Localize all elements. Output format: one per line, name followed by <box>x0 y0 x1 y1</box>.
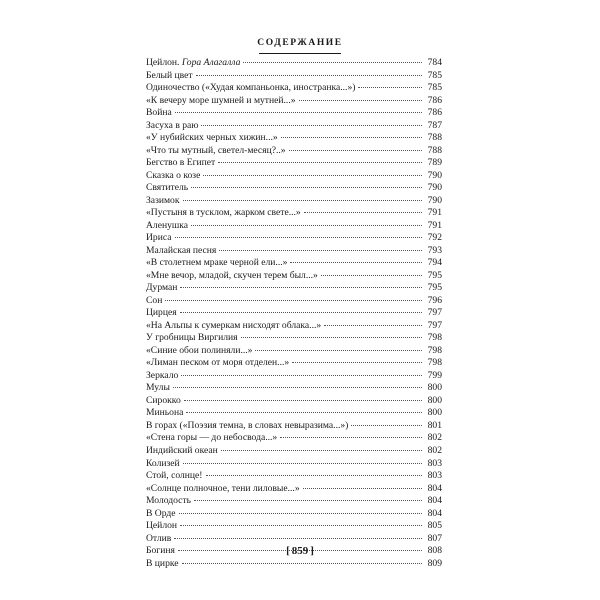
toc-entry-leader-dots <box>303 488 422 489</box>
toc-entry-title <box>146 145 286 158</box>
toc-entry-title-text: Отлив <box>146 532 172 544</box>
toc-entry-page: 801 <box>427 419 442 431</box>
toc-entry-leader-dots <box>304 212 422 213</box>
toc-entry-leader-dots <box>180 525 422 526</box>
toc-entry-page: 794 <box>427 257 442 269</box>
toc-entry-title <box>146 207 301 220</box>
toc-entry <box>146 370 442 383</box>
toc-entry <box>146 95 442 108</box>
toc-entry-title-text: Миньона <box>146 407 184 419</box>
toc-entry-title-text: «Мне вечор, младой, скучен терем был...» <box>146 269 318 281</box>
toc-entry <box>146 170 442 183</box>
toc-entry <box>146 307 442 320</box>
toc-entry <box>146 382 442 395</box>
title-rule <box>259 53 341 54</box>
toc-entry-title <box>146 370 178 383</box>
toc-entry-leader-dots <box>358 87 422 88</box>
toc-entry-leader-dots <box>182 563 422 564</box>
toc-entry-title-text: «В столетнем мраке черной ели...» <box>146 257 288 269</box>
toc-entry-page: 809 <box>427 557 442 569</box>
toc-entry-title <box>146 282 177 295</box>
toc-entry-page: 800 <box>427 407 442 419</box>
toc-entry-title <box>146 395 181 408</box>
toc-entry-leader-dots <box>183 200 422 201</box>
toc-entry <box>146 533 442 546</box>
toc-entry-title-text: «Синие обои полиняли...» <box>146 344 253 356</box>
toc-entry-page: 784 <box>427 57 442 68</box>
toc-entry <box>146 558 442 571</box>
page-number-value: 859 <box>291 545 309 557</box>
toc-entry-title <box>146 382 170 395</box>
toc-entry-leader-dots <box>181 375 422 376</box>
toc-entry <box>146 245 442 258</box>
toc-entry-leader-dots <box>219 250 422 251</box>
toc-entry-page: 790 <box>427 169 442 181</box>
toc-entry-page: 788 <box>427 132 442 144</box>
toc-entry-title-text: В горах («Поэзия темна, в словах невыразима...») <box>146 419 349 431</box>
toc-entry-title-text: Сирокко <box>146 394 181 406</box>
table-of-contents <box>146 57 442 570</box>
toc-entry-title-text: Мулы <box>146 382 170 394</box>
toc-entry-title-text: Ириса <box>146 232 172 244</box>
toc-entry-title <box>146 195 180 208</box>
toc-entry-page: 790 <box>427 194 442 206</box>
toc-entry-title <box>146 407 183 420</box>
toc-entry-leader-dots <box>281 137 422 138</box>
toc-entry-leader-dots <box>292 362 422 363</box>
toc-entry-leader-dots <box>218 162 422 163</box>
toc-entry-title-text: Малайская песня <box>146 244 217 256</box>
toc-entry-page: 793 <box>427 244 442 256</box>
toc-entry-title-text: В Орде <box>146 507 176 519</box>
toc-entry-title-text: «На Альпы к сумеркам нисходят облака...» <box>146 319 322 331</box>
toc-entry-page: 797 <box>427 319 442 331</box>
toc-entry <box>146 332 442 345</box>
toc-entry-title-text: Засуха в раю <box>146 119 199 131</box>
toc-entry <box>146 458 442 471</box>
toc-entry-page: 790 <box>427 182 442 194</box>
toc-entry <box>146 445 442 458</box>
toc-entry-title-text: Молодость <box>146 495 192 507</box>
toc-entry-title <box>146 357 289 370</box>
toc-entry-title <box>146 157 215 170</box>
toc-entry-page: 800 <box>427 394 442 406</box>
toc-entry-leader-dots <box>243 62 422 63</box>
toc-entry-title-text: Зеркало <box>146 369 179 381</box>
toc-entry-title-text: Цирцея <box>146 307 177 319</box>
toc-entry <box>146 345 442 358</box>
toc-entry-title <box>146 495 191 508</box>
toc-entry-title-text: Аленушка <box>146 219 189 231</box>
toc-entry <box>146 295 442 308</box>
toc-entry-title <box>146 508 176 521</box>
toc-entry-page: 785 <box>427 69 442 81</box>
toc-entry-page: 805 <box>427 520 442 532</box>
toc-entry-leader-dots <box>175 112 422 113</box>
toc-entry-leader-dots <box>289 150 422 151</box>
toc-entry <box>146 107 442 120</box>
toc-entry-leader-dots <box>165 300 422 301</box>
toc-entry-leader-dots <box>203 175 422 176</box>
toc-entry-page: 787 <box>427 119 442 131</box>
toc-entry-title-text: Цейлон <box>146 520 178 532</box>
toc-entry <box>146 70 442 83</box>
toc-entry <box>146 357 442 370</box>
toc-entry-title <box>146 170 200 183</box>
toc-entry-title <box>146 558 179 571</box>
toc-entry <box>146 120 442 133</box>
toc-entry-title-text: «У нубийских черных хижин...» <box>146 132 278 144</box>
toc-entry-title <box>146 345 252 358</box>
toc-entry-title <box>146 70 193 83</box>
toc-entry-page: 802 <box>427 432 442 444</box>
toc-entry-title <box>146 120 198 133</box>
toc-entry <box>146 470 442 483</box>
toc-entry <box>146 82 442 95</box>
toc-entry-title-text: Сказка о козе <box>146 169 201 181</box>
toc-entry-leader-dots <box>180 287 422 288</box>
toc-entry-leader-dots <box>191 187 422 188</box>
toc-entry-title <box>146 245 216 258</box>
toc-entry-title <box>146 332 238 345</box>
page-title: СОДЕРЖАНИЕ <box>257 38 343 48</box>
toc-entry-page: 798 <box>427 344 442 356</box>
toc-entry-page: 795 <box>427 282 442 294</box>
toc-entry-title <box>146 295 162 308</box>
toc-entry-title-text: Война <box>146 107 172 119</box>
toc-entry-leader-dots <box>206 475 422 476</box>
toc-entry-title-text: Белый цвет <box>146 69 193 81</box>
toc-entry-page: 798 <box>427 357 442 369</box>
toc-entry-title <box>146 470 203 483</box>
toc-entry-leader-dots <box>194 500 422 501</box>
toc-entry-leader-dots <box>180 312 422 313</box>
toc-entry-title <box>146 57 240 70</box>
toc-entry-title <box>146 95 296 108</box>
toc-entry-page: 803 <box>427 470 442 482</box>
toc-entry-page: 804 <box>427 507 442 519</box>
toc-entry-title-text: Богиня <box>146 545 175 557</box>
toc-entry-title <box>146 220 188 233</box>
toc-entry-leader-dots <box>255 350 422 351</box>
page-number-bracket-right: ] <box>310 545 314 557</box>
toc-entry-title-text: «К вечеру море шумней и мутней...» <box>146 94 296 106</box>
toc-entry-page: 804 <box>427 495 442 507</box>
toc-entry-title-text: «Что ты мутный, светел-месяц?..» <box>146 144 286 156</box>
toc-entry-page: 808 <box>427 545 442 557</box>
toc-entry-page: 791 <box>427 219 442 231</box>
toc-entry-title-text: Одиночество («Худая компаньонка, иностранка...») <box>146 82 356 94</box>
toc-entry-title <box>146 257 287 270</box>
toc-entry-title-text: Сон <box>146 294 163 306</box>
toc-entry-page: 799 <box>427 369 442 381</box>
toc-entry-page: 786 <box>427 94 442 106</box>
page-number-bracket-left: [ <box>286 545 290 557</box>
toc-entry-title-text: Стой, солнце! <box>146 470 203 482</box>
toc-entry-title-text: Дурман <box>146 282 178 294</box>
toc-entry-leader-dots <box>201 125 422 126</box>
toc-entry-leader-dots <box>184 400 422 401</box>
toc-entry-title <box>146 182 188 195</box>
toc-entry-leader-dots <box>179 513 422 514</box>
toc-entry-title-text: Колизей <box>146 457 180 469</box>
toc-entry-title <box>146 483 300 496</box>
toc-entry-title <box>146 132 278 145</box>
toc-entry-page: 786 <box>427 107 442 119</box>
toc-entry-leader-dots <box>175 237 423 238</box>
toc-entry <box>146 132 442 145</box>
toc-entry-title-text: Зазимок <box>146 194 180 206</box>
toc-entry-leader-dots <box>351 425 422 426</box>
toc-entry-leader-dots <box>321 275 422 276</box>
toc-entry-leader-dots <box>324 325 422 326</box>
toc-entry-title <box>146 420 348 433</box>
toc-entry <box>146 395 442 408</box>
toc-entry-title <box>146 432 277 445</box>
toc-entry <box>146 207 442 220</box>
toc-entry <box>146 520 442 533</box>
page-number <box>0 545 600 557</box>
toc-entry <box>146 407 442 420</box>
toc-entry-page: 791 <box>427 207 442 219</box>
toc-entry-page: 804 <box>427 482 442 494</box>
toc-entry-leader-dots <box>174 538 422 539</box>
toc-entry-leader-dots <box>173 387 422 388</box>
toc-entry <box>146 182 442 195</box>
toc-entry-title-italic: Гора Алагалла <box>181 57 241 68</box>
toc-entry-leader-dots <box>241 337 422 338</box>
toc-entry-title-text: Индийский океан <box>146 444 218 456</box>
toc-entry-page: 792 <box>427 232 442 244</box>
toc-entry-leader-dots <box>196 75 422 76</box>
toc-entry-title <box>146 232 172 245</box>
toc-entry-title <box>146 458 180 471</box>
toc-entry-title <box>146 307 177 320</box>
toc-entry-page: 798 <box>427 332 442 344</box>
toc-entry-title-text: В цирке <box>146 557 179 569</box>
toc-entry-page: 795 <box>427 269 442 281</box>
toc-entry-title-text: Святитель <box>146 182 189 194</box>
toc-entry-title <box>146 445 218 458</box>
toc-entry-title <box>146 533 171 546</box>
toc-entry-title-text: Цейлон. <box>146 57 182 68</box>
toc-entry <box>146 508 442 521</box>
toc-entry <box>146 195 442 208</box>
toc-entry-title-text: Бегство в Египет <box>146 157 216 169</box>
toc-entry-leader-dots <box>280 437 422 438</box>
toc-entry-title <box>146 520 177 533</box>
toc-entry-leader-dots <box>186 412 422 413</box>
toc-entry <box>146 282 442 295</box>
toc-entry-page: 785 <box>427 82 442 94</box>
toc-entry <box>146 145 442 158</box>
toc-entry-page: 797 <box>427 307 442 319</box>
toc-entry-title-text: «Лиман песком от моря отделен...» <box>146 357 290 369</box>
toc-entry-leader-dots <box>221 450 422 451</box>
toc-entry-page: 789 <box>427 157 442 169</box>
toc-entry-title <box>146 320 321 333</box>
toc-entry <box>146 257 442 270</box>
toc-entry <box>146 495 442 508</box>
toc-entry-leader-dots <box>290 262 422 263</box>
toc-entry-leader-dots <box>299 100 422 101</box>
toc-entry <box>146 320 442 333</box>
toc-entry-title-text: «Стена горы — до небосвода...» <box>146 432 278 444</box>
toc-entry-page: 803 <box>427 457 442 469</box>
toc-entry <box>146 432 442 445</box>
toc-entry <box>146 220 442 233</box>
toc-entry-title-text: У гробницы Виргилия <box>146 332 238 344</box>
toc-entry-page: 802 <box>427 444 442 456</box>
toc-entry <box>146 232 442 245</box>
toc-entry-page: 800 <box>427 382 442 394</box>
toc-entry-leader-dots <box>183 463 422 464</box>
toc-entry-title-text: «Солнце полночное, тени лиловые...» <box>146 482 300 494</box>
toc-entry <box>146 57 442 70</box>
toc-entry <box>146 157 442 170</box>
toc-entry-leader-dots <box>191 225 422 226</box>
toc-entry-page: 788 <box>427 144 442 156</box>
toc-entry <box>146 483 442 496</box>
toc-entry-title <box>146 107 172 120</box>
toc-entry-title <box>146 270 318 283</box>
toc-entry-title <box>146 82 355 95</box>
toc-entry <box>146 420 442 433</box>
toc-entry <box>146 270 442 283</box>
toc-entry-page: 807 <box>427 532 442 544</box>
toc-entry-title-text: «Пустыня в тусклом, жарком свете...» <box>146 207 301 219</box>
toc-entry-page: 796 <box>427 294 442 306</box>
